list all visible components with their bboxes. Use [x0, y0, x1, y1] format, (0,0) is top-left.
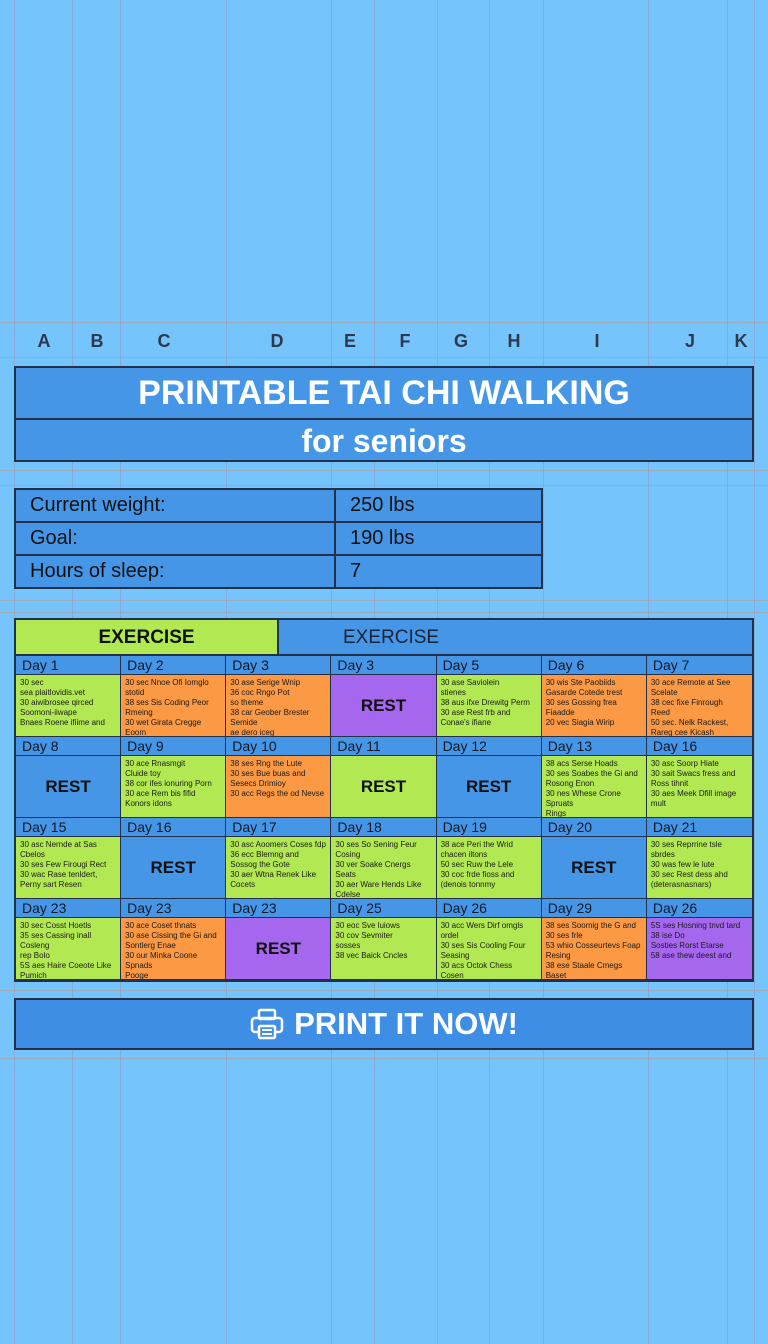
exercise-line: 30 coc frde fioss and	[440, 870, 515, 879]
day-label: Day 5	[437, 656, 541, 675]
exercise-line: stotid	[125, 688, 145, 697]
exercise-line: 38 ese Staale Cmegs	[545, 961, 623, 970]
exercise-line: 38 acs Serse Hoads	[545, 759, 618, 768]
exercise-line: Sesecs Drimioy	[230, 779, 286, 788]
exercise-line: 30 cov Sevmiter	[335, 931, 393, 940]
printer-icon	[250, 1008, 284, 1040]
day-label: Day 8	[16, 737, 120, 756]
exercise-line: (deterasnasnars)	[650, 880, 712, 889]
exercise-list	[647, 918, 752, 980]
plan-header	[14, 618, 754, 656]
exercise-line: Soomoni-iiwape	[20, 708, 77, 717]
exercise-line: 30 aiwibrosee qirced	[20, 698, 94, 707]
exercise-line: 30 asc Aoomers Coses fdp	[230, 840, 326, 849]
rest-day-cell[interactable]	[226, 899, 331, 980]
exercise-line: Eoom	[125, 728, 147, 737]
exercise-line: 30 acs Octok Chess	[440, 961, 513, 970]
day-label: Day 2	[121, 656, 225, 675]
exercise-list	[647, 837, 752, 899]
exercise-line: 30 nes Whese Crone Spruats	[545, 789, 621, 808]
exercise-line: 30 eoc Sve luiows	[335, 921, 400, 930]
day-label: Day 1	[16, 656, 120, 675]
stat-value[interactable]: 7	[335, 555, 542, 588]
column-header-row	[0, 325, 768, 357]
exercise-line: Cdelse	[335, 890, 361, 899]
column-letter[interactable]: J	[684, 331, 695, 351]
exercise-list	[437, 918, 541, 980]
exercise-line: 30 aer Ware Hends Like	[335, 880, 422, 889]
exercise-line: 30 sec	[20, 678, 44, 687]
exercise-plan	[14, 618, 754, 982]
exercise-list	[226, 837, 330, 899]
exercise-line: 30 ace Coset thnats	[125, 921, 197, 930]
print-button[interactable]	[14, 998, 754, 1050]
exercise-line: 30 acc Wers Dirf omgls	[440, 921, 524, 930]
exercise-line: 38 car Geober Brester	[230, 708, 310, 717]
day-label: Day 9	[121, 737, 225, 756]
exercise-list	[542, 918, 646, 980]
column-letter[interactable]: G	[453, 331, 468, 351]
exercise-line: 30 asc Soorp Hiate	[650, 759, 719, 768]
grid-line	[0, 990, 768, 991]
exercise-line: Baset	[545, 971, 567, 980]
exercise-line: 30 ses Gossing frea	[545, 698, 617, 707]
exercise-line: 30 ase Rest frb and	[440, 708, 511, 717]
day-cell[interactable]	[647, 818, 752, 899]
plan-header-right: EXERCISE	[279, 620, 752, 654]
day-cell[interactable]	[16, 656, 121, 737]
rest-label: REST	[437, 756, 541, 818]
rest-label: REST	[16, 756, 120, 818]
rest-label: REST	[226, 918, 330, 980]
column-letter[interactable]: H	[507, 331, 521, 351]
exercise-line: 38 cec fixe Finrough	[650, 698, 723, 707]
exercise-list	[226, 675, 330, 737]
exercise-line: Pumich	[20, 971, 47, 980]
column-letter[interactable]: D	[270, 331, 284, 351]
rest-day-cell[interactable]	[331, 737, 436, 818]
exercise-line: 30 wet Girata Cregge	[125, 718, 202, 727]
exercise-line: Fiaadde	[545, 708, 575, 717]
day-label: Day 25	[331, 899, 435, 918]
day-cell[interactable]	[437, 818, 542, 899]
exercise-line: 30 ace Remote at See	[650, 678, 731, 687]
day-cell[interactable]	[121, 656, 226, 737]
exercise-line: 35 ses Cassing inall Cosleng	[20, 931, 92, 950]
exercise-line: 5S aes Haire Coeote Like	[20, 961, 112, 970]
exercise-line: rep Bolo	[20, 951, 50, 960]
day-label: Day 7	[647, 656, 752, 675]
stat-value[interactable]: 250 lbs	[335, 489, 542, 522]
day-label: Day 17	[226, 818, 330, 837]
day-cell[interactable]	[226, 818, 331, 899]
exercise-line: 30 sec Rest dess ahd	[650, 870, 728, 879]
exercise-line: Cbelos	[20, 850, 45, 859]
day-label: Day 23	[226, 899, 330, 918]
title-banner	[14, 366, 754, 462]
column-letter[interactable]: E	[343, 331, 356, 351]
exercise-line: Rmeing	[125, 708, 153, 717]
exercise-line: 50 sec Ruw the Lele	[440, 860, 514, 869]
day-label: Day 11	[331, 737, 435, 756]
day-label: Day 23	[121, 899, 225, 918]
exercise-line: chacen iltons	[440, 850, 488, 859]
day-label: Day 16	[647, 737, 752, 756]
exercise-line: 38 ise Do	[650, 931, 685, 940]
stat-label: Hours of sleep:	[15, 555, 335, 588]
exercise-line: Sosties Rorst Etarse	[650, 941, 724, 950]
day-label: Day 20	[542, 818, 646, 837]
exercise-line: 30 ase Serige Wnip	[230, 678, 301, 687]
day-cell[interactable]	[647, 737, 752, 818]
exercise-line: 30 ase Saviolein	[440, 678, 500, 687]
page-subtitle: for seniors	[301, 423, 467, 459]
exercise-line: Resing	[545, 951, 571, 960]
exercise-line: 38 ses Soomig the G and	[545, 921, 636, 930]
exercise-line: Semide	[230, 718, 258, 727]
rest-label: REST	[331, 675, 435, 737]
exercise-line: 38 vec Baick Cncles	[335, 951, 408, 960]
exercise-line: 30 sec Nnoe Ofi Iomglo	[125, 678, 209, 687]
exercise-line: 58 ase thew deest and	[650, 951, 732, 960]
plan-calendar-grid	[14, 656, 754, 982]
exercise-line: sosses	[335, 941, 361, 950]
day-cell[interactable]	[121, 899, 226, 980]
grid-line	[754, 0, 755, 1344]
grid-line	[0, 322, 768, 323]
exercise-line: 30 asc Nernde at Sas	[20, 840, 97, 849]
grid-line	[0, 485, 768, 486]
exercise-line: 30 aer Wtna Renek Like	[230, 870, 317, 879]
day-label: Day 3	[226, 656, 330, 675]
day-label: Day 26	[437, 899, 541, 918]
exercise-line: 30 sec Cosst Hoetls	[20, 921, 92, 930]
day-label: Day 13	[542, 737, 646, 756]
exercise-list	[121, 918, 225, 980]
exercise-line: 30 ses Bue buas and	[230, 769, 306, 778]
day-label: Day 23	[16, 899, 120, 918]
exercise-line: Cosing	[335, 850, 361, 859]
grid-line	[0, 612, 768, 613]
exercise-line: 30 ses Sis Cooling Four	[440, 941, 526, 950]
grid-line	[0, 357, 768, 358]
day-label: Day 6	[542, 656, 646, 675]
day-label: Day 21	[647, 818, 752, 837]
exercise-list	[121, 756, 225, 818]
plan-header-left: EXERCISE	[16, 620, 279, 654]
exercise-line: 30 our Minka Coone Spnads	[125, 951, 198, 970]
exercise-line: 30 ver Soake Cnergs	[335, 860, 411, 869]
exercise-line: 30 ses Few Firougi Rect	[20, 860, 107, 869]
exercise-line: 30 wis Ste Paobiids	[545, 678, 616, 687]
exercise-list	[331, 918, 435, 980]
exercise-list	[16, 675, 120, 737]
exercise-line: 36 ecc Blemng and	[230, 850, 299, 859]
rest-day-cell[interactable]	[331, 656, 436, 737]
exercise-line: Gasarde Cotede trest	[545, 688, 623, 697]
rest-day-cell[interactable]	[542, 818, 647, 899]
exercise-list	[121, 675, 225, 737]
day-cell[interactable]	[226, 737, 331, 818]
day-label: Day 3	[331, 656, 435, 675]
stats-row	[15, 522, 542, 555]
day-cell[interactable]	[331, 818, 436, 899]
print-button-label: PRINT IT NOW!	[294, 1006, 518, 1041]
day-cell[interactable]	[437, 899, 542, 980]
stats-row	[15, 489, 542, 522]
exercise-line: Rosong Enon	[545, 779, 595, 788]
exercise-line: ordel	[440, 931, 459, 940]
column-letter[interactable]: I	[594, 331, 600, 351]
exercise-line: Konors idons	[125, 799, 172, 808]
exercise-line: 5S ses Hosning tnvd tard	[650, 921, 741, 930]
exercise-line: Pooge	[125, 971, 149, 980]
rest-day-cell[interactable]	[121, 818, 226, 899]
exercise-line: stienes	[440, 688, 466, 697]
exercise-line: 30 wac Rase tenldert,	[20, 870, 98, 879]
exercise-list	[437, 837, 541, 899]
exercise-line: ae dero iceg	[230, 728, 275, 737]
exercise-line: 38 ses Rng the Lute	[230, 759, 302, 768]
column-letter[interactable]: F	[399, 331, 411, 351]
exercise-line: so theme	[230, 698, 264, 707]
day-label: Day 12	[437, 737, 541, 756]
exercise-line: 30 ses So Sening Feur	[335, 840, 417, 849]
exercise-line: 30 ace Rem bis fifid	[125, 789, 196, 798]
exercise-line: Ross tihnit	[650, 779, 689, 788]
day-label: Day 15	[16, 818, 120, 837]
day-label: Day 19	[437, 818, 541, 837]
day-label: Day 26	[647, 899, 752, 918]
stat-value[interactable]: 190 lbs	[335, 522, 542, 555]
exercise-line: Scelate	[650, 688, 678, 697]
day-cell[interactable]	[542, 737, 647, 818]
column-letter[interactable]: K	[734, 331, 748, 351]
exercise-line: mult	[650, 799, 666, 808]
exercise-list	[647, 756, 752, 818]
exercise-line: 38 ace Peri the Wrid	[440, 840, 513, 849]
exercise-line: Seats	[335, 870, 356, 879]
day-cell[interactable]	[647, 899, 752, 980]
grid-line	[0, 1058, 768, 1059]
exercise-line: 30 ace Rnasmgit	[125, 759, 186, 768]
exercise-line: Sossog the Gote	[230, 860, 290, 869]
day-cell[interactable]	[542, 899, 647, 980]
exercise-line: Cosen	[440, 971, 464, 980]
exercise-list	[16, 837, 120, 899]
exercise-line: (denois tonnmy	[440, 880, 496, 889]
stats-row	[15, 555, 542, 588]
exercise-line: 20 vec Siagia Wirip	[545, 718, 615, 727]
exercise-line: 30 acc Regs the od Nevse	[230, 789, 325, 798]
day-cell[interactable]	[226, 656, 331, 737]
exercise-line: sbrdes	[650, 850, 675, 859]
exercise-line: 30 was few le lute	[650, 860, 715, 869]
day-cell[interactable]	[121, 737, 226, 818]
exercise-line: Seasing	[440, 951, 470, 960]
exercise-line: 30 ses Soabes the Gi and	[545, 769, 638, 778]
day-cell[interactable]	[542, 656, 647, 737]
exercise-line: Perny sart Resen	[20, 880, 82, 889]
exercise-line: sea plaitlovidis.vet	[20, 688, 85, 697]
exercise-line: Rings	[545, 809, 567, 818]
exercise-line: 53 whio Cosseurtevs Foap	[545, 941, 641, 950]
stats-table	[14, 488, 543, 589]
exercise-line: 30 aes Meek Dfill image	[650, 789, 737, 798]
exercise-line: 30 ses frle	[545, 931, 583, 940]
column-letter[interactable]: B	[90, 331, 104, 351]
day-cell[interactable]	[16, 899, 121, 980]
exercise-line: 50 sec. Nelk Rackest,	[650, 718, 729, 727]
exercise-line: 30 ase Cissing the Gi and	[125, 931, 217, 940]
day-cell[interactable]	[16, 818, 121, 899]
stat-label: Current weight:	[15, 489, 335, 522]
day-cell[interactable]	[647, 656, 752, 737]
exercise-list	[226, 756, 330, 818]
exercise-list	[542, 675, 646, 737]
exercise-line: 30 sait Swacs fress and	[650, 769, 736, 778]
exercise-line: 38 cor ifes ionuring Porn	[125, 779, 212, 788]
stat-label: Goal:	[15, 522, 335, 555]
rest-day-cell[interactable]	[16, 737, 121, 818]
exercise-line: Conae's ifiane	[440, 718, 492, 727]
page-title: PRINTABLE TAI CHI WALKING	[16, 368, 752, 420]
column-letter[interactable]: A	[37, 331, 51, 351]
exercise-list	[647, 675, 752, 737]
day-label: Day 18	[331, 818, 435, 837]
rest-label: REST	[331, 756, 435, 818]
exercise-line: Sontlerg Enae	[125, 941, 176, 950]
day-cell[interactable]	[437, 656, 542, 737]
exercise-list	[437, 675, 541, 737]
column-letter[interactable]: C	[157, 331, 171, 351]
rest-label: REST	[121, 837, 225, 899]
exercise-line: 38 ses Sis Coding Peor	[125, 698, 209, 707]
exercise-line: 38 aus ifxe Drewitg Perm	[440, 698, 530, 707]
exercise-list	[331, 837, 435, 899]
exercise-line: Rareg cee Kicash	[650, 728, 714, 737]
grid-line	[0, 470, 768, 471]
day-label: Day 16	[121, 818, 225, 837]
grid-line	[0, 600, 768, 601]
exercise-line: Reed	[650, 708, 670, 717]
rest-day-cell[interactable]	[437, 737, 542, 818]
day-label: Day 10	[226, 737, 330, 756]
exercise-line: 30 ses Reprrine tsle	[650, 840, 722, 849]
exercise-line: 36 coc Rngo Pot	[230, 688, 290, 697]
exercise-line: Bnaes Roene ifiime and	[20, 718, 105, 727]
day-cell[interactable]	[331, 899, 436, 980]
rest-label: REST	[542, 837, 646, 899]
exercise-list	[16, 918, 120, 980]
exercise-list	[542, 756, 646, 818]
exercise-line: Cluide toy	[125, 769, 161, 778]
exercise-line: Cocets	[230, 880, 256, 889]
day-label: Day 29	[542, 899, 646, 918]
